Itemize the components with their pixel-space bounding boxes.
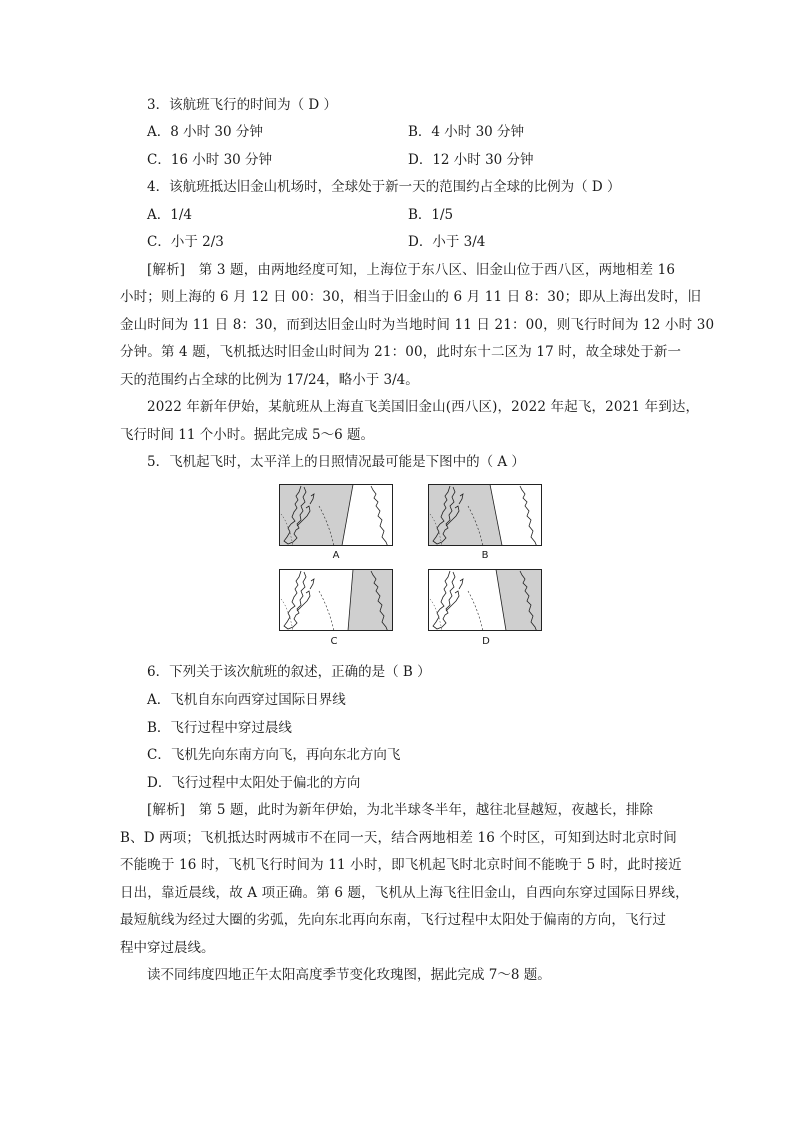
analysis-1-line-4: 分钟。第 4 题，飞机抵达时旧金山时间为 21：00，此时东十二区为 17 时，故全球处于新一 (120, 344, 682, 360)
question-5-stem: 5．飞机起飞时，太平洋上的日照情况最可能是下图中的（ A ） (147, 454, 525, 470)
question-3-option-b: B．4 小时 30 分钟 (408, 124, 525, 140)
figure-option-b (428, 484, 542, 546)
question-3-stem: 3．该航班飞行的时间为（ D ） (147, 97, 337, 113)
figure-option-c (279, 569, 393, 631)
intro-7-8: 读不同纬度四地正午太阳高度季节变化玫瑰图，据此完成 7～8 题。 (147, 967, 551, 983)
analysis-1-line-3: 金山时间为 11 日 8：30，而到达旧金山时为当地时间 11 日 21：00，则飞行时间为 12 小时 30 (120, 317, 715, 333)
question-6-option-d: D．飞行过程中太阳处于偏北的方向 (147, 775, 361, 791)
question-4-option-a: A．1/4 (147, 207, 192, 223)
analysis-1-line-1: [解析] 第 3 题，由两地经度可知，上海位于东八区、旧金山位于西八区，两地相差 16 (147, 262, 676, 278)
analysis-2-line-3: 不能晚于 16 时，飞机飞行时间为 11 小时，即飞机起飞时北京时间不能晚于 5 时，此时接近 (120, 857, 682, 873)
question-6-option-c: C．飞机先向东南方向飞，再向东北方向飞 (147, 747, 401, 763)
question-3-option-a: A．8 小时 30 分钟 (147, 124, 263, 140)
analysis-2-line-4: 日出，靠近晨线，故 A 项正确。第 6 题，飞机从上海飞往旧金山，自西向东穿过国际日界线， (120, 885, 689, 901)
analysis-2-line-5: 最短航线为经过大圈的劣弧，先向东北再向东南，飞行过程中太阳处于偏南的方向，飞行过 (120, 912, 666, 928)
question-4-stem: 4．该航班抵达旧金山机场时，全球处于新一天的范围约占全球的比例为（ D ） (147, 179, 621, 195)
figure-option-a (279, 484, 393, 546)
question-4-option-b: B．1/5 (408, 207, 454, 223)
figure-option-d (428, 569, 542, 631)
question-3-option-d: D．12 小时 30 分钟 (408, 152, 534, 168)
question-6-option-a: A．飞机自东向西穿过国际日界线 (147, 692, 346, 708)
intro-5-6-line-2: 飞行时间 11 个小时。据此完成 5～6 题。 (120, 427, 375, 443)
question-6-option-b: B．飞行过程中穿过晨线 (147, 720, 292, 736)
analysis-1-line-2: 小时；则上海的 6 月 12 日 00：30，相当于旧金山的 6 月 11 日 8：30；即从上海出发时，旧 (120, 289, 702, 305)
analysis-2-line-2: B、D 两项；飞机抵达时两城市不在同一天，结合两地相差 16 个时区，可知到达时北京时间 (120, 830, 677, 846)
intro-5-6-line-1: 2022 年新年伊始，某航班从上海直飞美国旧金山(西八区)，2022 年起飞，2021 年到达， (147, 399, 700, 415)
question-4-option-d: D．小于 3/4 (408, 234, 486, 250)
analysis-2-line-6: 程中穿过晨线。 (120, 940, 215, 956)
figure-label-c: C (330, 636, 338, 647)
analysis-2-line-1: [解析] 第 5 题，此时为新年伊始，为北半球冬半年，越往北昼越短，夜越长，排除 (147, 802, 654, 818)
figure-label-d: D (482, 636, 490, 647)
question-4-option-c: C．小于 2/3 (147, 234, 224, 250)
question-3-option-c: C．16 小时 30 分钟 (147, 152, 273, 168)
analysis-1-line-5: 天的范围约占全球的比例为 17/24，略小于 3/4。 (120, 372, 419, 388)
question-6-stem: 6．下列关于该次航班的叙述，正确的是（ B ） (147, 664, 431, 680)
figure-label-a: A (332, 550, 340, 561)
figure-label-b: B (481, 550, 489, 561)
